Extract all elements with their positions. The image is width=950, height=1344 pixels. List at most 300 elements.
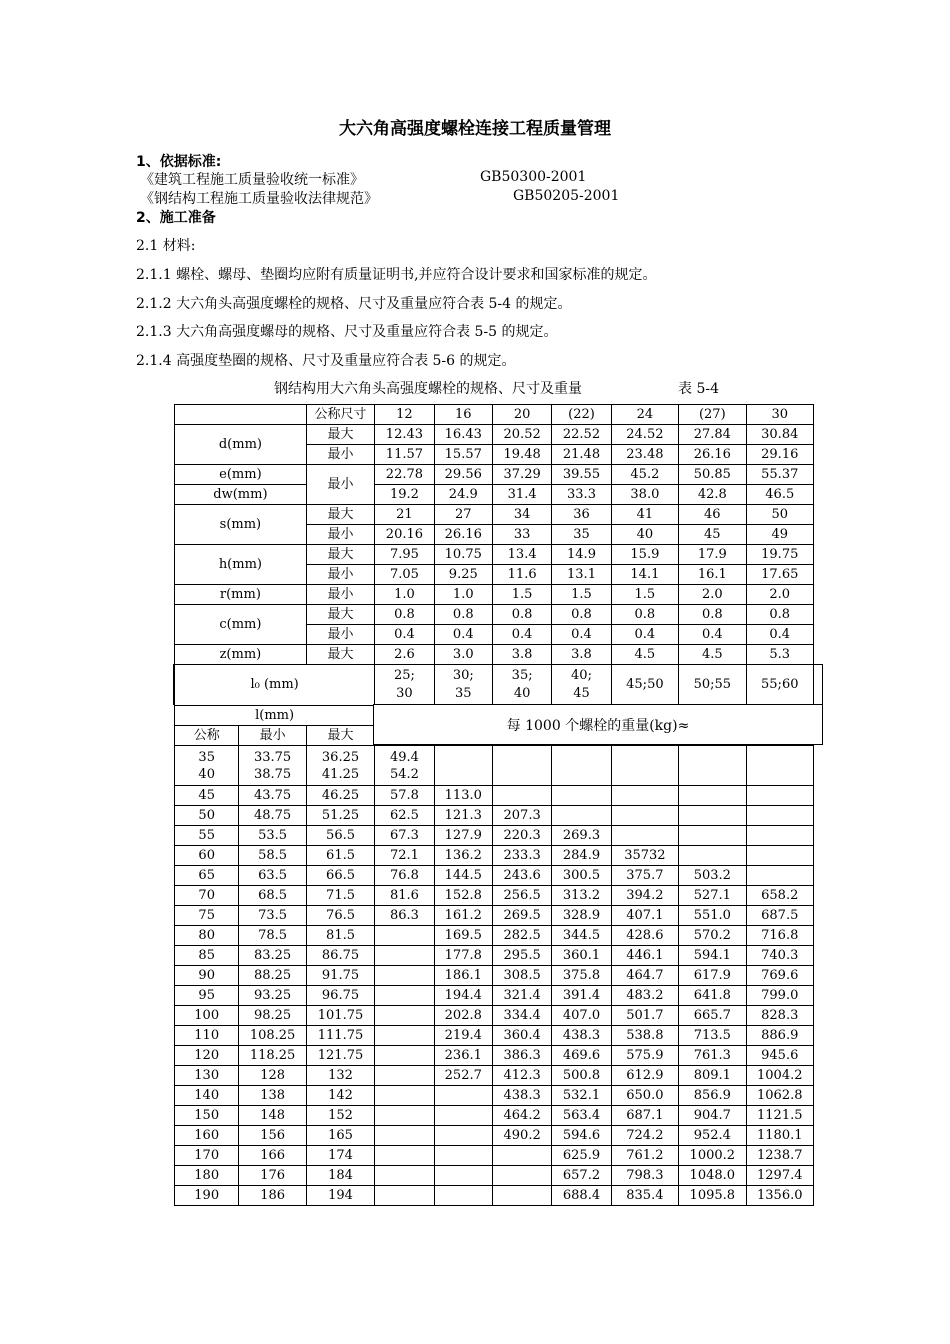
- dim-value: 1.0: [375, 585, 434, 605]
- length-max: 142: [306, 1086, 374, 1106]
- header-row: [175, 405, 814, 425]
- weight-value: 594.1: [679, 946, 746, 966]
- dim-value: 21: [375, 505, 434, 525]
- dim-value: 20.16: [375, 525, 434, 545]
- weight-value: 113.0: [434, 786, 492, 806]
- dim-value: 26.16: [679, 445, 746, 465]
- standard-1-code: GB50300-2001: [480, 169, 587, 185]
- weight-value: 428.6: [611, 926, 678, 946]
- dim-value: 4.5: [679, 645, 746, 665]
- dim-value: 0.4: [746, 625, 813, 645]
- dim-value: 46.5: [746, 485, 813, 505]
- nominal-size-label: 公称尺寸: [306, 405, 374, 425]
- weight-value: 1180.1: [746, 1126, 813, 1146]
- table-caption: 钢结构用大六角头高强度螺栓的规格、尺寸及重量: [274, 381, 582, 397]
- weight-row: [175, 1106, 814, 1126]
- length-max: 61.5: [306, 846, 374, 866]
- weight-value: 321.4: [492, 986, 551, 1006]
- length-max: 36.25 41.25: [306, 746, 374, 786]
- weight-row: [175, 826, 814, 846]
- dim-value: 2.0: [746, 585, 813, 605]
- length-min: 68.5: [239, 886, 306, 906]
- dim-row-c-max: [175, 605, 814, 625]
- length-min: 166: [239, 1146, 306, 1166]
- length-nominal: 50: [175, 806, 239, 826]
- weight-value: [375, 1006, 434, 1026]
- weight-value: 76.8: [375, 866, 434, 886]
- weight-value: 1297.4: [746, 1166, 813, 1186]
- length-min: 138: [239, 1086, 306, 1106]
- dim-value: 1.5: [611, 585, 678, 605]
- length-nominal: 150: [175, 1106, 239, 1126]
- length-min: 33.75 38.75: [239, 746, 306, 786]
- length-max: 66.5: [306, 866, 374, 886]
- dim-value: 2.0: [679, 585, 746, 605]
- length-min: 128: [239, 1066, 306, 1086]
- weight-row: [175, 1146, 814, 1166]
- weight-value: [375, 1146, 434, 1166]
- weight-value: 236.1: [434, 1046, 492, 1066]
- weight-value: 407.0: [552, 1006, 611, 1026]
- dim-value: 10.75: [434, 545, 492, 565]
- weight-row: [175, 986, 814, 1006]
- length-min: 43.75: [239, 786, 306, 806]
- weight-row: [175, 746, 814, 786]
- weight-value: 438.3: [492, 1086, 551, 1106]
- dim-value: 0.4: [611, 625, 678, 645]
- dim-value: 0.4: [434, 625, 492, 645]
- document-title: 大六角高强度螺栓连接工程质量管理: [339, 119, 611, 139]
- weight-value: [746, 806, 813, 826]
- dim-value: 24.9: [434, 485, 492, 505]
- weight-value: 360.4: [492, 1026, 551, 1046]
- weight-row: [175, 846, 814, 866]
- weight-value: [434, 1186, 492, 1206]
- weight-row: [175, 1126, 814, 1146]
- dim-value: 5.3: [746, 645, 813, 665]
- dim-row-s-max: [175, 505, 814, 525]
- length-min: 176: [239, 1166, 306, 1186]
- length-nominal: 55: [175, 826, 239, 846]
- length-min: 108.25: [239, 1026, 306, 1046]
- length-max: 96.75: [306, 986, 374, 1006]
- weight-value: 713.5: [679, 1026, 746, 1046]
- weight-value: 375.8: [552, 966, 611, 986]
- weight-row: [175, 926, 814, 946]
- length-nominal: 35 40: [175, 746, 239, 786]
- weight-value: [746, 866, 813, 886]
- weight-value: 186.1: [434, 966, 492, 986]
- limit-label: 最大: [306, 505, 374, 525]
- dim-label-z: z(mm): [175, 645, 307, 665]
- length-max: 56.5: [306, 826, 374, 846]
- weight-value: 724.2: [611, 1126, 678, 1146]
- size-header-2: 20: [492, 405, 551, 425]
- weight-value: [434, 1086, 492, 1106]
- dim-value: 31.4: [492, 485, 551, 505]
- weight-value: 35732: [611, 846, 678, 866]
- dim-value: 4.5: [611, 645, 678, 665]
- weight-row: [175, 1026, 814, 1046]
- weight-value: 886.9: [746, 1026, 813, 1046]
- weight-value: 407.1: [611, 906, 678, 926]
- dim-value: 0.8: [492, 605, 551, 625]
- length-nominal: 140: [175, 1086, 239, 1106]
- dim-value: 0.8: [552, 605, 611, 625]
- dim-row-e: [175, 465, 814, 485]
- dim-value: 45.2: [611, 465, 678, 485]
- weight-value: 391.4: [552, 986, 611, 1006]
- weight-value: 575.9: [611, 1046, 678, 1066]
- length-max: 194: [306, 1186, 374, 1206]
- length-nominal: 130: [175, 1066, 239, 1086]
- length-min: 186: [239, 1186, 306, 1206]
- weight-value: 761.3: [679, 1046, 746, 1066]
- weight-value: [375, 1106, 434, 1126]
- dim-value: 15.9: [611, 545, 678, 565]
- weight-value: 219.4: [434, 1026, 492, 1046]
- weight-row: [175, 946, 814, 966]
- weight-value: 86.3: [375, 906, 434, 926]
- paragraph-2-1-1: 2.1.1 螺栓、螺母、垫圈均应附有质量证明书,并应符合设计要求和国家标准的规定。: [136, 267, 657, 283]
- weight-value: 904.7: [679, 1106, 746, 1126]
- length-max: 132: [306, 1066, 374, 1086]
- weight-value: 617.9: [679, 966, 746, 986]
- dim-value: 0.4: [492, 625, 551, 645]
- dim-value: 23.48: [611, 445, 678, 465]
- weight-value: 269.5: [492, 906, 551, 926]
- weight-value: [375, 1046, 434, 1066]
- weight-value: 856.9: [679, 1086, 746, 1106]
- weight-value: 334.4: [492, 1006, 551, 1026]
- standard-2-code: GB50205-2001: [513, 188, 620, 204]
- dim-value: 50: [746, 505, 813, 525]
- length-max: 101.75: [306, 1006, 374, 1026]
- weight-value: [611, 746, 678, 786]
- dim-value: 30.84: [746, 425, 813, 445]
- weight-value: [375, 926, 434, 946]
- weight-value: [492, 746, 551, 786]
- weight-value: [375, 1026, 434, 1046]
- length-max: 46.25: [306, 786, 374, 806]
- dim-value: 19.2: [375, 485, 434, 505]
- dim-label-dw: dw(mm): [175, 485, 307, 505]
- weight-value: 688.4: [552, 1186, 611, 1206]
- size-header-0: 12: [375, 405, 434, 425]
- dim-value: 0.4: [679, 625, 746, 645]
- length-min: 73.5: [239, 906, 306, 926]
- length-nominal: 60: [175, 846, 239, 866]
- limit-label: 最小: [306, 445, 374, 465]
- dim-value: 21.48: [552, 445, 611, 465]
- weight-value: [375, 1086, 434, 1106]
- weight-value: 233.3: [492, 846, 551, 866]
- dim-value: 46: [679, 505, 746, 525]
- weight-value: 62.5: [375, 806, 434, 826]
- weight-value: 177.8: [434, 946, 492, 966]
- length-max: 51.25: [306, 806, 374, 826]
- dim-value: 11.57: [375, 445, 434, 465]
- weight-value: 360.1: [552, 946, 611, 966]
- weight-value: 220.3: [492, 826, 551, 846]
- l0-value: 25; 30: [375, 665, 434, 706]
- dim-row-d-max: [175, 425, 814, 445]
- dim-value: 1.5: [552, 585, 611, 605]
- length-nominal: 160: [175, 1126, 239, 1146]
- weight-row: [175, 866, 814, 886]
- weight-value: 161.2: [434, 906, 492, 926]
- limit-label: 最小: [306, 585, 374, 605]
- length-nominal: 190: [175, 1186, 239, 1206]
- weight-value: 612.9: [611, 1066, 678, 1086]
- dim-value: 13.4: [492, 545, 551, 565]
- weight-value: 72.1: [375, 846, 434, 866]
- weight-value: 308.5: [492, 966, 551, 986]
- col-max: 最大: [306, 726, 374, 746]
- weight-value: 716.8: [746, 926, 813, 946]
- weight-value: 136.2: [434, 846, 492, 866]
- dim-value: 16.1: [679, 565, 746, 585]
- dim-value: 24.52: [611, 425, 678, 445]
- weight-value: 49.4 54.2: [375, 746, 434, 786]
- weight-value: [552, 806, 611, 826]
- dim-value: 42.8: [679, 485, 746, 505]
- dim-row-r-min: [175, 585, 814, 605]
- weight-value: 446.1: [611, 946, 678, 966]
- weight-value: 740.3: [746, 946, 813, 966]
- weight-value: 658.2: [746, 886, 813, 906]
- dim-value: 41: [611, 505, 678, 525]
- length-nominal: 180: [175, 1166, 239, 1186]
- dim-value: 29.16: [746, 445, 813, 465]
- size-header-3: (22): [552, 405, 611, 425]
- dim-value: 33.3: [552, 485, 611, 505]
- weight-value: 284.9: [552, 846, 611, 866]
- weight-value: 625.9: [552, 1146, 611, 1166]
- weight-value: [434, 1126, 492, 1146]
- weight-value: 269.3: [552, 826, 611, 846]
- weight-value: 650.0: [611, 1086, 678, 1106]
- standard-2-name: 《钢结构工程施工质量验收法律规范》: [140, 191, 378, 207]
- dim-value: 19.75: [746, 545, 813, 565]
- weight-value: 570.2: [679, 926, 746, 946]
- weight-value: 1004.2: [746, 1066, 813, 1086]
- length-min: 58.5: [239, 846, 306, 866]
- length-nominal: 120: [175, 1046, 239, 1066]
- limit-label: 最大: [306, 545, 374, 565]
- dim-value: 13.1: [552, 565, 611, 585]
- length-nominal: 45: [175, 786, 239, 806]
- weight-value: [375, 1126, 434, 1146]
- length-min: 83.25: [239, 946, 306, 966]
- weight-value: [375, 966, 434, 986]
- weight-value: 798.3: [611, 1166, 678, 1186]
- l0-value: 45;50: [611, 665, 678, 706]
- length-min: 93.25: [239, 986, 306, 1006]
- weight-value: 1238.7: [746, 1146, 813, 1166]
- dim-value: 1.5: [492, 585, 551, 605]
- length-nominal: 90: [175, 966, 239, 986]
- weight-value: [746, 746, 813, 786]
- length-nominal: 85: [175, 946, 239, 966]
- dim-value: 20.52: [492, 425, 551, 445]
- weight-value: [492, 1186, 551, 1206]
- dim-value: 49: [746, 525, 813, 545]
- weight-value: 799.0: [746, 986, 813, 1006]
- weight-value: 1121.5: [746, 1106, 813, 1126]
- length-max: 111.75: [306, 1026, 374, 1046]
- dim-value: 27.84: [679, 425, 746, 445]
- weight-value: [434, 1166, 492, 1186]
- weight-value: 256.5: [492, 886, 551, 906]
- weight-value: [611, 786, 678, 806]
- weight-value: [375, 1166, 434, 1186]
- weight-value: [375, 946, 434, 966]
- length-min: 53.5: [239, 826, 306, 846]
- weight-value: 375.7: [611, 866, 678, 886]
- size-header-5: (27): [679, 405, 746, 425]
- weight-value: 761.2: [611, 1146, 678, 1166]
- weight-value: 1048.0: [679, 1166, 746, 1186]
- length-label: l(mm): [175, 706, 375, 726]
- weight-value: 67.3: [375, 826, 434, 846]
- paragraph-2-1: 2.1 材料:: [136, 238, 196, 254]
- weight-value: 1062.8: [746, 1086, 813, 1106]
- weight-value: 144.5: [434, 866, 492, 886]
- dim-value: 7.95: [375, 545, 434, 565]
- dim-label-s: s(mm): [175, 505, 307, 545]
- dim-value: 17.9: [679, 545, 746, 565]
- weight-value: 657.2: [552, 1166, 611, 1186]
- dim-label-r: r(mm): [175, 585, 307, 605]
- weight-value: 945.6: [746, 1046, 813, 1066]
- dim-value: 14.9: [552, 545, 611, 565]
- dim-value: 1.0: [434, 585, 492, 605]
- weight-value: [679, 806, 746, 826]
- l0-value: 55;60: [746, 665, 813, 706]
- dim-value: 0.8: [434, 605, 492, 625]
- length-min: 118.25: [239, 1046, 306, 1066]
- dim-value: 3.8: [492, 645, 551, 665]
- dim-value: 40: [611, 525, 678, 545]
- length-nominal: 65: [175, 866, 239, 886]
- dim-value: 36: [552, 505, 611, 525]
- weight-value: 252.7: [434, 1066, 492, 1086]
- limit-label: 最大: [306, 425, 374, 445]
- weight-value: 538.8: [611, 1026, 678, 1046]
- weight-value: 563.4: [552, 1106, 611, 1126]
- weight-value: [679, 746, 746, 786]
- section-2-heading: 2、施工准备: [136, 210, 216, 226]
- weight-value: [679, 826, 746, 846]
- weight-row: [175, 886, 814, 906]
- col-min: 最小: [239, 726, 306, 746]
- weight-value: 127.9: [434, 826, 492, 846]
- weight-row: [175, 966, 814, 986]
- weight-value: 501.7: [611, 1006, 678, 1026]
- weight-row: [175, 906, 814, 926]
- dim-value: 0.4: [552, 625, 611, 645]
- weight-row: [175, 1186, 814, 1206]
- weight-value: 1000.2: [679, 1146, 746, 1166]
- length-nominal: 70: [175, 886, 239, 906]
- weight-row: [175, 1086, 814, 1106]
- length-max: 71.5: [306, 886, 374, 906]
- weight-value: 438.3: [552, 1026, 611, 1046]
- weight-value: 835.4: [611, 1186, 678, 1206]
- length-max: 152: [306, 1106, 374, 1126]
- weight-value: 464.7: [611, 966, 678, 986]
- dim-value: 7.05: [375, 565, 434, 585]
- weight-value: 551.0: [679, 906, 746, 926]
- weight-value: 207.3: [492, 806, 551, 826]
- l0-row: [175, 665, 814, 706]
- length-nominal: 75: [175, 906, 239, 926]
- weight-value: 344.5: [552, 926, 611, 946]
- dim-value: 14.1: [611, 565, 678, 585]
- dim-value: 19.48: [492, 445, 551, 465]
- dim-value: 15.57: [434, 445, 492, 465]
- length-min: 98.25: [239, 1006, 306, 1026]
- weight-value: 527.1: [679, 886, 746, 906]
- length-min: 48.75: [239, 806, 306, 826]
- weight-value: [552, 746, 611, 786]
- weight-row: [175, 786, 814, 806]
- weight-row: [175, 1166, 814, 1186]
- weight-value: 469.6: [552, 1046, 611, 1066]
- dim-value: 16.43: [434, 425, 492, 445]
- dim-value: 22.52: [552, 425, 611, 445]
- weight-value: 594.6: [552, 1126, 611, 1146]
- weight-value: 769.6: [746, 966, 813, 986]
- weight-value: [434, 1106, 492, 1126]
- weight-value: 1356.0: [746, 1186, 813, 1206]
- weight-value: [434, 1146, 492, 1166]
- length-max: 174: [306, 1146, 374, 1166]
- weight-value: [434, 746, 492, 786]
- dim-value: 9.25: [434, 565, 492, 585]
- weight-value: 282.5: [492, 926, 551, 946]
- limit-label: 最大: [306, 645, 374, 665]
- weight-value: [375, 986, 434, 1006]
- dim-value: 0.8: [679, 605, 746, 625]
- dim-row-dw: [175, 485, 814, 505]
- dim-label-h: h(mm): [175, 545, 307, 585]
- weight-value: 169.5: [434, 926, 492, 946]
- limit-label: 最小: [306, 625, 374, 645]
- weight-value: 490.2: [492, 1126, 551, 1146]
- dim-value: 17.65: [746, 565, 813, 585]
- l0-label: l₀ (mm): [175, 665, 375, 706]
- weight-value: 952.4: [679, 1126, 746, 1146]
- weight-row: [175, 1066, 814, 1086]
- weight-value: 483.2: [611, 986, 678, 1006]
- dim-label-e: e(mm): [175, 465, 307, 485]
- weight-value: [746, 846, 813, 866]
- dim-value: 0.8: [746, 605, 813, 625]
- limit-label: 最小: [306, 525, 374, 545]
- l0-value: 35; 40: [492, 665, 551, 706]
- weight-value: [552, 786, 611, 806]
- l0-value: 50;55: [679, 665, 746, 706]
- weight-value: [679, 846, 746, 866]
- length-max: 184: [306, 1166, 374, 1186]
- weight-value: 295.5: [492, 946, 551, 966]
- limit-label: 最小: [306, 565, 374, 585]
- weight-value: [492, 1146, 551, 1166]
- size-header-1: 16: [434, 405, 492, 425]
- weight-value: 57.8: [375, 786, 434, 806]
